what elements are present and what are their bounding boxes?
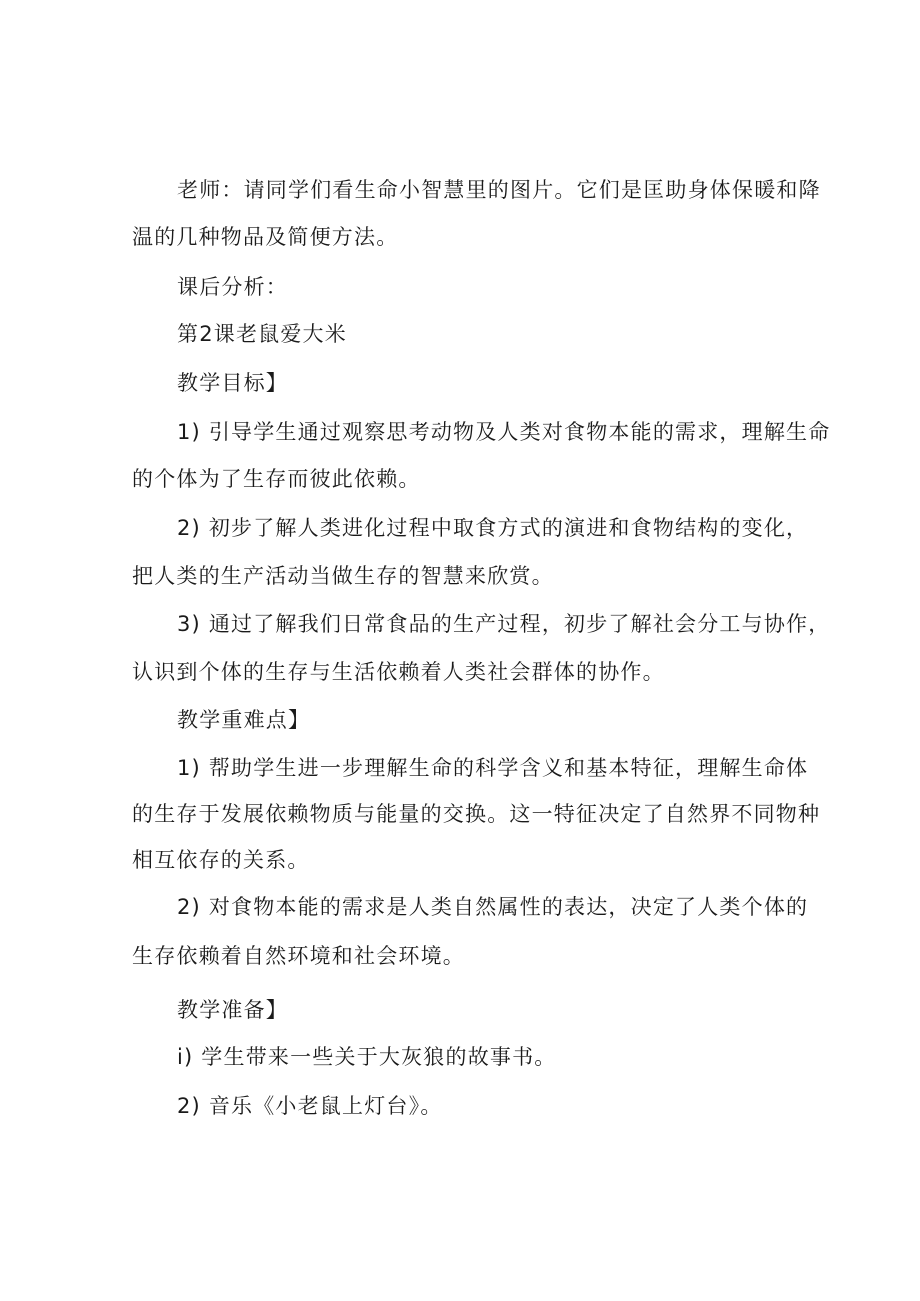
key-point-2-line-2: 生存依赖着自然环境和社会环境。	[132, 944, 465, 968]
lesson-title: 第2课老鼠爱大米	[177, 322, 347, 346]
goal-2-line-1: 2) 初步了解人类进化过程中取食方式的演进和食物结构的变化，	[177, 516, 809, 540]
key-point-1-line-3: 相互依存的关系。	[132, 848, 310, 872]
goal-1-line-2: 的个体为了生存而彼此依赖。	[132, 467, 421, 491]
key-point-1-line-1: 1) 帮助学生进一步理解生命的科学含义和基本特征，理解生命体	[177, 756, 809, 780]
goal-2-line-2: 把人类的生产活动当做生存的智慧来欣赏。	[132, 564, 554, 588]
preparation-heading: 教学准备】	[177, 998, 288, 1022]
goal-3-line-1: 3) 通过了解我们日常食品的生产过程，初步了解社会分工与协作，	[177, 612, 831, 636]
prep-item-1: i) 学生带来一些关于大灰狼的故事书。	[177, 1045, 557, 1069]
teacher-intro-line-2: 温的几种物品及简便方法。	[132, 225, 399, 249]
key-point-1-line-2: 的生存于发展依赖物质与能量的交换。这一特征决定了自然界不同物种	[132, 802, 821, 826]
after-class-analysis: 课后分析：	[177, 275, 288, 299]
teacher-intro-line-1: 老师：请同学们看生命小智慧里的图片。它们是匡助身体保暖和降	[177, 178, 821, 202]
goal-1-line-1: 1) 引导学生通过观察思考动物及人类对食物本能的需求，理解生命	[177, 420, 831, 444]
teaching-goals-heading: 教学目标】	[177, 371, 288, 395]
key-difficult-heading: 教学重难点】	[177, 708, 311, 732]
prep-item-2: 2) 音乐《小老鼠上灯台》。	[177, 1094, 443, 1118]
key-point-2-line-1: 2) 对食物本能的需求是人类自然属性的表达，决定了人类个体的	[177, 895, 809, 919]
goal-3-line-2: 认识到个体的生存与生活依赖着人类社会群体的协作。	[132, 660, 665, 684]
